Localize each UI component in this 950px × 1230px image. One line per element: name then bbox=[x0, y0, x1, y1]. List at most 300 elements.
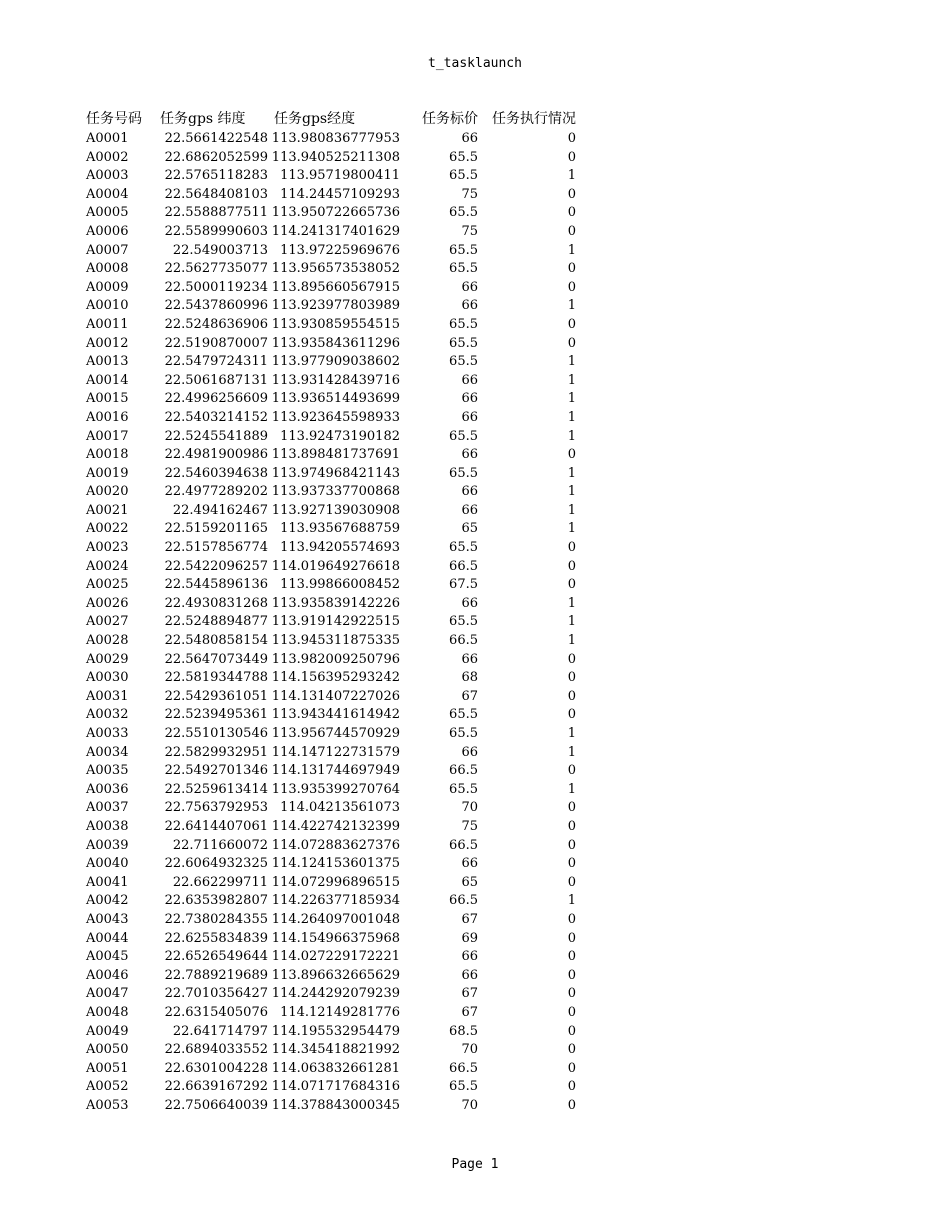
longitude-cell: 113.974968421143 bbox=[271, 465, 400, 481]
table-row bbox=[86, 930, 576, 949]
status-cell: 0 bbox=[567, 967, 576, 983]
table-row bbox=[86, 335, 576, 354]
price-cell: 66 bbox=[461, 856, 478, 872]
price-cell: 65.5 bbox=[449, 707, 478, 723]
price-cell: 66 bbox=[461, 391, 478, 407]
price-cell: 69 bbox=[461, 930, 478, 946]
latitude-cell: 22.6353982807 bbox=[164, 893, 268, 909]
longitude-cell: 113.980836777953 bbox=[271, 131, 400, 146]
price-cell: 75 bbox=[461, 223, 478, 239]
status-cell: 0 bbox=[567, 651, 576, 667]
latitude-cell: 22.5157856774 bbox=[164, 540, 268, 556]
task-number-cell: A0043 bbox=[86, 911, 129, 927]
price-cell: 66.5 bbox=[449, 763, 478, 779]
table-row bbox=[86, 1060, 576, 1079]
table-row bbox=[86, 428, 576, 447]
task-number-cell: A0019 bbox=[86, 465, 129, 481]
longitude-cell: 113.94205574693 bbox=[280, 540, 400, 556]
status-cell: 1 bbox=[567, 893, 576, 909]
price-cell: 65.5 bbox=[449, 316, 478, 332]
status-cell: 1 bbox=[567, 465, 576, 481]
status-cell: 1 bbox=[567, 726, 576, 741]
longitude-cell: 113.977909038602 bbox=[271, 354, 400, 370]
price-cell: 66 bbox=[461, 279, 478, 295]
price-cell: 66 bbox=[461, 131, 478, 146]
task-number-cell: A0037 bbox=[86, 800, 129, 816]
status-cell: 0 bbox=[567, 930, 576, 946]
price-cell: 67 bbox=[461, 986, 478, 1002]
longitude-cell: 113.935843611296 bbox=[271, 335, 400, 351]
task-number-cell: A0031 bbox=[86, 688, 129, 704]
longitude-cell: 113.935399270764 bbox=[271, 781, 400, 797]
status-cell: 1 bbox=[567, 428, 576, 444]
table-header bbox=[86, 109, 576, 130]
latitude-cell: 22.494162467 bbox=[172, 502, 268, 518]
latitude-cell: 22.5460394638 bbox=[164, 465, 268, 481]
longitude-cell: 113.898481737691 bbox=[271, 447, 400, 463]
table-row bbox=[86, 781, 576, 800]
longitude-cell: 113.982009250796 bbox=[271, 651, 400, 667]
longitude-cell: 114.063832661281 bbox=[271, 1060, 400, 1076]
status-cell: 0 bbox=[567, 261, 576, 277]
table-row bbox=[86, 167, 576, 186]
status-cell: 0 bbox=[567, 911, 576, 927]
latitude-cell: 22.5588877511 bbox=[164, 205, 268, 221]
status-cell: 0 bbox=[567, 131, 576, 146]
task-number-cell: A0026 bbox=[86, 595, 129, 611]
price-cell: 65.5 bbox=[449, 614, 478, 630]
task-number-cell: A0005 bbox=[86, 205, 129, 221]
status-cell: 1 bbox=[567, 521, 576, 537]
longitude-cell: 113.931428439716 bbox=[271, 372, 400, 388]
latitude-cell: 22.5479724311 bbox=[164, 354, 268, 370]
price-cell: 65.5 bbox=[449, 205, 478, 221]
price-cell: 65.5 bbox=[449, 149, 478, 165]
table-row bbox=[86, 390, 576, 409]
task-number-cell: A0032 bbox=[86, 707, 129, 723]
table-row bbox=[86, 799, 576, 818]
status-cell: 1 bbox=[567, 409, 576, 425]
latitude-cell: 22.4930831268 bbox=[164, 595, 268, 611]
longitude-cell: 113.99866008452 bbox=[280, 577, 400, 593]
status-cell: 0 bbox=[567, 818, 576, 834]
price-cell: 67 bbox=[461, 688, 478, 704]
status-cell: 0 bbox=[567, 707, 576, 723]
table-row bbox=[86, 688, 576, 707]
status-cell: 0 bbox=[567, 670, 576, 686]
task-number-cell: A0039 bbox=[86, 837, 129, 853]
status-cell: 1 bbox=[567, 242, 576, 258]
task-number-cell: A0041 bbox=[86, 874, 129, 890]
latitude-cell: 22.5510130546 bbox=[164, 726, 268, 741]
latitude-cell: 22.5061687131 bbox=[164, 372, 268, 388]
price-cell: 66 bbox=[461, 744, 478, 760]
table-row bbox=[86, 818, 576, 837]
latitude-cell: 22.6315405076 bbox=[164, 1004, 268, 1020]
latitude-cell: 22.5248636906 bbox=[164, 316, 268, 332]
longitude-cell: 114.422742132399 bbox=[271, 818, 400, 834]
page-title: t_tasklaunch bbox=[428, 56, 522, 71]
price-cell: 66 bbox=[461, 409, 478, 425]
latitude-cell: 22.6526549644 bbox=[164, 949, 268, 965]
longitude-cell: 114.226377185934 bbox=[271, 893, 400, 909]
task-number-cell: A0034 bbox=[86, 744, 129, 760]
task-number-cell: A0015 bbox=[86, 391, 129, 407]
latitude-cell: 22.4981900986 bbox=[164, 447, 268, 463]
status-cell: 0 bbox=[567, 540, 576, 556]
latitude-cell: 22.5480858154 bbox=[164, 633, 268, 649]
price-cell: 70 bbox=[461, 1042, 478, 1058]
task-number-cell: A0014 bbox=[86, 372, 129, 388]
status-cell: 0 bbox=[567, 856, 576, 872]
table-row bbox=[86, 279, 576, 298]
price-cell: 67 bbox=[461, 911, 478, 927]
table-row bbox=[86, 892, 576, 911]
task-number-cell: A0025 bbox=[86, 577, 129, 593]
table-row bbox=[86, 316, 576, 335]
latitude-cell: 22.5248894877 bbox=[164, 614, 268, 630]
price-cell: 70 bbox=[461, 1097, 478, 1113]
status-cell: 0 bbox=[567, 558, 576, 574]
task-number-cell: A0008 bbox=[86, 261, 129, 277]
longitude-cell: 113.937337700868 bbox=[271, 484, 400, 500]
longitude-cell: 113.943441614942 bbox=[271, 707, 400, 723]
status-cell: 0 bbox=[567, 577, 576, 593]
task-number-cell: A0042 bbox=[86, 893, 129, 909]
price-cell: 66 bbox=[461, 651, 478, 667]
price-cell: 65.5 bbox=[449, 465, 478, 481]
latitude-cell: 22.4996256609 bbox=[164, 391, 268, 407]
table-body bbox=[86, 130, 576, 1115]
status-cell: 0 bbox=[567, 447, 576, 463]
longitude-cell: 113.896632665629 bbox=[271, 967, 400, 983]
longitude-cell: 113.93567688759 bbox=[280, 521, 400, 537]
latitude-cell: 22.5648408103 bbox=[164, 186, 268, 202]
price-cell: 66.5 bbox=[449, 633, 478, 649]
status-cell: 0 bbox=[567, 149, 576, 165]
longitude-cell: 114.027229172221 bbox=[271, 949, 400, 965]
latitude-cell: 22.641714797 bbox=[172, 1023, 268, 1039]
task-number-cell: A0006 bbox=[86, 223, 129, 239]
task-number-cell: A0022 bbox=[86, 521, 129, 537]
table-row bbox=[86, 874, 576, 893]
latitude-cell: 22.5403214152 bbox=[164, 409, 268, 425]
status-cell: 0 bbox=[567, 223, 576, 239]
longitude-cell: 113.940525211308 bbox=[271, 149, 400, 165]
latitude-cell: 22.5190870007 bbox=[164, 335, 268, 351]
task-number-cell: A0023 bbox=[86, 540, 129, 556]
table-row bbox=[86, 1078, 576, 1097]
longitude-cell: 114.244292079239 bbox=[271, 986, 400, 1002]
table-row bbox=[86, 1097, 576, 1116]
latitude-cell: 22.6862052599 bbox=[164, 149, 268, 165]
task-number-cell: A0012 bbox=[86, 335, 129, 351]
task-number-cell: A0028 bbox=[86, 633, 129, 649]
status-cell: 0 bbox=[567, 205, 576, 221]
table-row bbox=[86, 372, 576, 391]
price-cell: 75 bbox=[461, 818, 478, 834]
status-cell: 0 bbox=[567, 986, 576, 1002]
table-row bbox=[86, 409, 576, 428]
price-cell: 65.5 bbox=[449, 726, 478, 741]
latitude-cell: 22.5627735077 bbox=[164, 261, 268, 277]
longitude-cell: 113.956573538052 bbox=[271, 261, 400, 277]
latitude-cell: 22.5765118283 bbox=[164, 168, 268, 184]
longitude-cell: 114.241317401629 bbox=[271, 223, 400, 239]
table-row bbox=[86, 725, 576, 744]
latitude-cell: 22.5000119234 bbox=[164, 279, 268, 295]
task-number-cell: A0053 bbox=[86, 1097, 129, 1113]
price-cell: 68.5 bbox=[449, 1023, 478, 1039]
task-number-cell: A0010 bbox=[86, 298, 129, 314]
longitude-cell: 113.97225969676 bbox=[280, 242, 400, 258]
price-cell: 65.5 bbox=[449, 428, 478, 444]
latitude-cell: 22.5661422548 bbox=[164, 131, 268, 146]
price-cell: 67.5 bbox=[449, 577, 478, 593]
table-row bbox=[86, 948, 576, 967]
longitude-cell: 113.923977803989 bbox=[271, 298, 400, 314]
latitude-cell: 22.6255834839 bbox=[164, 930, 268, 946]
task-number-cell: A0044 bbox=[86, 930, 129, 946]
longitude-cell: 114.147122731579 bbox=[271, 744, 400, 760]
longitude-cell: 113.950722665736 bbox=[271, 205, 400, 221]
longitude-cell: 113.936514493699 bbox=[271, 391, 400, 407]
longitude-cell: 114.156395293242 bbox=[271, 670, 400, 686]
longitude-cell: 113.95719800411 bbox=[280, 168, 400, 184]
column-header-task-number: 任务号码 bbox=[86, 111, 142, 127]
table-row bbox=[86, 669, 576, 688]
price-cell: 66.5 bbox=[449, 1060, 478, 1076]
table-row bbox=[86, 502, 576, 521]
task-number-cell: A0017 bbox=[86, 428, 129, 444]
table-row bbox=[86, 576, 576, 595]
table-row bbox=[86, 967, 576, 986]
status-cell: 1 bbox=[567, 633, 576, 649]
longitude-cell: 113.935839142226 bbox=[271, 595, 400, 611]
status-cell: 0 bbox=[567, 1060, 576, 1076]
task-number-cell: A0033 bbox=[86, 726, 129, 741]
status-cell: 1 bbox=[567, 168, 576, 184]
latitude-cell: 22.5245541889 bbox=[164, 428, 268, 444]
task-number-cell: A0035 bbox=[86, 763, 129, 779]
longitude-cell: 114.12149281776 bbox=[280, 1004, 400, 1020]
table-row bbox=[86, 483, 576, 502]
status-cell: 0 bbox=[567, 1004, 576, 1020]
latitude-cell: 22.7010356427 bbox=[164, 986, 268, 1002]
table-row bbox=[86, 558, 576, 577]
longitude-cell: 113.930859554515 bbox=[271, 316, 400, 332]
status-cell: 1 bbox=[567, 781, 576, 797]
table-row bbox=[86, 613, 576, 632]
longitude-cell: 114.131407227026 bbox=[271, 688, 400, 704]
task-number-cell: A0018 bbox=[86, 447, 129, 463]
longitude-cell: 113.945311875335 bbox=[271, 633, 400, 649]
status-cell: 0 bbox=[567, 949, 576, 965]
table-row bbox=[86, 1023, 576, 1042]
status-cell: 0 bbox=[567, 688, 576, 704]
status-cell: 1 bbox=[567, 391, 576, 407]
latitude-cell: 22.5422096257 bbox=[164, 558, 268, 574]
price-cell: 66.5 bbox=[449, 837, 478, 853]
task-number-cell: A0002 bbox=[86, 149, 129, 165]
task-number-cell: A0045 bbox=[86, 949, 129, 965]
column-header-price: 任务标价 bbox=[422, 111, 478, 127]
task-number-cell: A0001 bbox=[86, 131, 129, 146]
task-number-cell: A0040 bbox=[86, 856, 129, 872]
table-row bbox=[86, 651, 576, 670]
longitude-cell: 114.378843000345 bbox=[271, 1097, 400, 1113]
latitude-cell: 22.5492701346 bbox=[164, 763, 268, 779]
longitude-cell: 114.124153601375 bbox=[271, 856, 400, 872]
price-cell: 66 bbox=[461, 967, 478, 983]
status-cell: 1 bbox=[567, 614, 576, 630]
price-cell: 65.5 bbox=[449, 540, 478, 556]
table-row bbox=[86, 595, 576, 614]
longitude-cell: 114.24457109293 bbox=[280, 186, 400, 202]
price-cell: 66 bbox=[461, 949, 478, 965]
price-cell: 66 bbox=[461, 484, 478, 500]
longitude-cell: 114.154966375968 bbox=[271, 930, 400, 946]
table-row bbox=[86, 204, 576, 223]
column-header-status: 任务执行情况 bbox=[492, 111, 576, 127]
table-row bbox=[86, 465, 576, 484]
latitude-cell: 22.711660072 bbox=[172, 837, 268, 853]
latitude-cell: 22.5647073449 bbox=[164, 651, 268, 667]
table-row bbox=[86, 130, 576, 149]
task-number-cell: A0052 bbox=[86, 1079, 129, 1095]
table-row bbox=[86, 855, 576, 874]
longitude-cell: 113.923645598933 bbox=[271, 409, 400, 425]
status-cell: 0 bbox=[567, 837, 576, 853]
latitude-cell: 22.5239495361 bbox=[164, 707, 268, 723]
status-cell: 0 bbox=[567, 1079, 576, 1095]
task-number-cell: A0024 bbox=[86, 558, 129, 574]
latitude-cell: 22.5829932951 bbox=[164, 744, 268, 760]
task-number-cell: A0003 bbox=[86, 168, 129, 184]
column-header-longitude: 任务gps经度 bbox=[274, 111, 356, 127]
longitude-cell: 113.956744570929 bbox=[271, 726, 400, 741]
task-number-cell: A0013 bbox=[86, 354, 129, 370]
task-number-cell: A0049 bbox=[86, 1023, 129, 1039]
longitude-cell: 114.072996896515 bbox=[271, 874, 400, 890]
table-row bbox=[86, 911, 576, 930]
longitude-cell: 114.345418821992 bbox=[271, 1042, 400, 1058]
status-cell: 1 bbox=[567, 502, 576, 518]
table-row bbox=[86, 762, 576, 781]
longitude-cell: 114.195532954479 bbox=[271, 1023, 400, 1039]
price-cell: 66 bbox=[461, 372, 478, 388]
longitude-cell: 113.895660567915 bbox=[271, 279, 400, 295]
price-cell: 70 bbox=[461, 800, 478, 816]
price-cell: 65.5 bbox=[449, 242, 478, 258]
longitude-cell: 114.264097001048 bbox=[271, 911, 400, 927]
latitude-cell: 22.6639167292 bbox=[164, 1079, 268, 1095]
price-cell: 66 bbox=[461, 502, 478, 518]
task-number-cell: A0027 bbox=[86, 614, 129, 630]
latitude-cell: 22.7506640039 bbox=[164, 1097, 268, 1113]
task-number-cell: A0007 bbox=[86, 242, 129, 258]
table-row bbox=[86, 149, 576, 168]
price-cell: 66.5 bbox=[449, 893, 478, 909]
price-cell: 65.5 bbox=[449, 335, 478, 351]
longitude-cell: 113.92473190182 bbox=[280, 428, 400, 444]
task-number-cell: A0029 bbox=[86, 651, 129, 667]
task-number-cell: A0009 bbox=[86, 279, 129, 295]
status-cell: 1 bbox=[567, 484, 576, 500]
table-row bbox=[86, 242, 576, 261]
longitude-cell: 114.131744697949 bbox=[271, 763, 400, 779]
price-cell: 65.5 bbox=[449, 1079, 478, 1095]
task-number-cell: A0048 bbox=[86, 1004, 129, 1020]
table-row bbox=[86, 186, 576, 205]
latitude-cell: 22.5437860996 bbox=[164, 298, 268, 314]
latitude-cell: 22.7563792953 bbox=[164, 800, 268, 816]
status-cell: 0 bbox=[567, 316, 576, 332]
price-cell: 75 bbox=[461, 186, 478, 202]
longitude-cell: 113.919142922515 bbox=[271, 614, 400, 630]
table-row bbox=[86, 223, 576, 242]
latitude-cell: 22.7380284355 bbox=[164, 911, 268, 927]
status-cell: 0 bbox=[567, 279, 576, 295]
latitude-cell: 22.7889219689 bbox=[164, 967, 268, 983]
status-cell: 1 bbox=[567, 595, 576, 611]
task-number-cell: A0020 bbox=[86, 484, 129, 500]
longitude-cell: 114.019649276618 bbox=[271, 558, 400, 574]
task-number-cell: A0051 bbox=[86, 1060, 129, 1076]
latitude-cell: 22.5259613414 bbox=[164, 781, 268, 797]
table-row bbox=[86, 1004, 576, 1023]
status-cell: 0 bbox=[567, 1097, 576, 1113]
page-footer: Page 1 bbox=[451, 1157, 499, 1172]
latitude-cell: 22.6301004228 bbox=[164, 1060, 268, 1076]
task-number-cell: A0021 bbox=[86, 502, 129, 518]
table-row bbox=[86, 744, 576, 763]
status-cell: 0 bbox=[567, 763, 576, 779]
status-cell: 1 bbox=[567, 354, 576, 370]
latitude-cell: 22.5429361051 bbox=[164, 688, 268, 704]
task-number-cell: A0016 bbox=[86, 409, 129, 425]
table-row bbox=[86, 446, 576, 465]
status-cell: 0 bbox=[567, 874, 576, 890]
latitude-cell: 22.6414407061 bbox=[164, 818, 268, 834]
price-cell: 66.5 bbox=[449, 558, 478, 574]
table-row bbox=[86, 260, 576, 279]
table-row bbox=[86, 1041, 576, 1060]
task-number-cell: A0047 bbox=[86, 986, 129, 1002]
task-number-cell: A0030 bbox=[86, 670, 129, 686]
longitude-cell: 113.927139030908 bbox=[271, 502, 400, 518]
latitude-cell: 22.5159201165 bbox=[164, 521, 268, 537]
latitude-cell: 22.4977289202 bbox=[164, 484, 268, 500]
table-row bbox=[86, 520, 576, 539]
task-number-cell: A0046 bbox=[86, 967, 129, 983]
task-number-cell: A0004 bbox=[86, 186, 129, 202]
price-cell: 68 bbox=[461, 670, 478, 686]
task-number-cell: A0038 bbox=[86, 818, 129, 834]
table-row bbox=[86, 297, 576, 316]
table-row bbox=[86, 353, 576, 372]
table-row bbox=[86, 985, 576, 1004]
price-cell: 66 bbox=[461, 298, 478, 314]
data-table bbox=[86, 109, 576, 1115]
price-cell: 65.5 bbox=[449, 168, 478, 184]
price-cell: 65.5 bbox=[449, 781, 478, 797]
status-cell: 1 bbox=[567, 298, 576, 314]
latitude-cell: 22.6064932325 bbox=[164, 856, 268, 872]
longitude-cell: 114.072883627376 bbox=[271, 837, 400, 853]
table-row bbox=[86, 706, 576, 725]
latitude-cell: 22.549003713 bbox=[172, 242, 268, 258]
